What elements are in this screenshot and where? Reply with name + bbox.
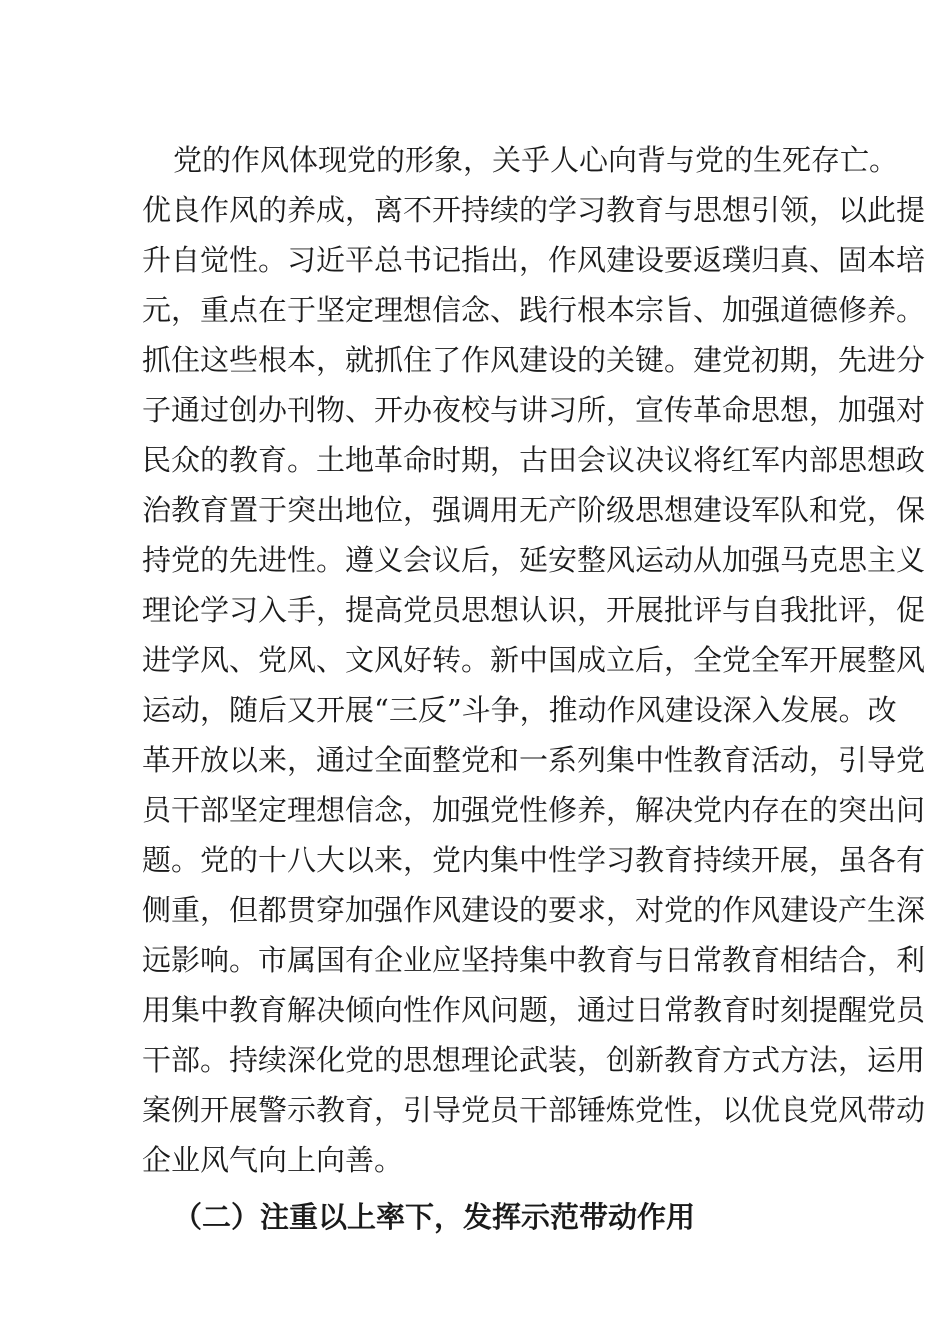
paragraph-line: 用集中教育解决倾向性作风问题，通过日常教育时刻提醒党员 <box>142 993 926 1027</box>
paragraph-line: 元，重点在于坚定理想信念、践行根本宗旨、加强道德修养。 <box>142 293 926 327</box>
paragraph-line: 优良作风的养成，离不开持续的学习教育与思想引领，以此提 <box>142 193 926 227</box>
paragraph-line: 进学风、党风、文风好转。新中国成立后，全党全军开展整风 <box>142 643 926 677</box>
paragraph-line: 治教育置于突出地位，强调用无产阶级思想建设军队和党，保 <box>142 493 926 527</box>
paragraph-line: 干部。持续深化党的思想理论武装，创新教育方式方法，运用 <box>142 1043 926 1077</box>
paragraph-line: 抓住这些根本，就抓住了作风建设的关键。建党初期，先进分 <box>142 343 926 377</box>
paragraph-line: 升自觉性。习近平总书记指出，作风建设要返璞归真、固本培 <box>142 243 926 277</box>
paragraph-line: 企业风气向上向善。 <box>142 1143 404 1177</box>
paragraph-line: 理论学习入手，提高党员思想认识，开展批评与自我批评，促 <box>142 593 926 627</box>
paragraph-line: 革开放以来，通过全面整党和一系列集中性教育活动，引导党 <box>142 743 926 777</box>
paragraph-line: 题。党的十八大以来，党内集中性学习教育持续开展，虽各有 <box>142 843 926 877</box>
paragraph-line: 持党的先进性。遵义会议后，延安整风运动从加强马克思主义 <box>142 543 926 577</box>
paragraph-line: 案例开展警示教育，引导党员干部锤炼党性，以优良党风带动 <box>142 1093 926 1127</box>
paragraph-line: 运动，随后又开展“三反”斗争，推动作风建设深入发展。改 <box>142 693 897 727</box>
section-heading: （二）注重以上率下，发挥示范带动作用 <box>173 1200 696 1234</box>
paragraph-line: 党的作风体现党的形象，关乎人心向背与党的生死存亡。 <box>173 143 899 177</box>
paragraph-line: 民众的教育。土地革命时期，古田会议决议将红军内部思想政 <box>142 443 926 477</box>
paragraph-line: 侧重，但都贯穿加强作风建设的要求，对党的作风建设产生深 <box>142 893 926 927</box>
paragraph-line: 子通过创办刊物、开办夜校与讲习所，宣传革命思想，加强对 <box>142 393 926 427</box>
paragraph-line: 远影响。市属国有企业应坚持集中教育与日常教育相结合，利 <box>142 943 926 977</box>
paragraph-line: 员干部坚定理想信念，加强党性修养，解决党内存在的突出问 <box>142 793 926 827</box>
